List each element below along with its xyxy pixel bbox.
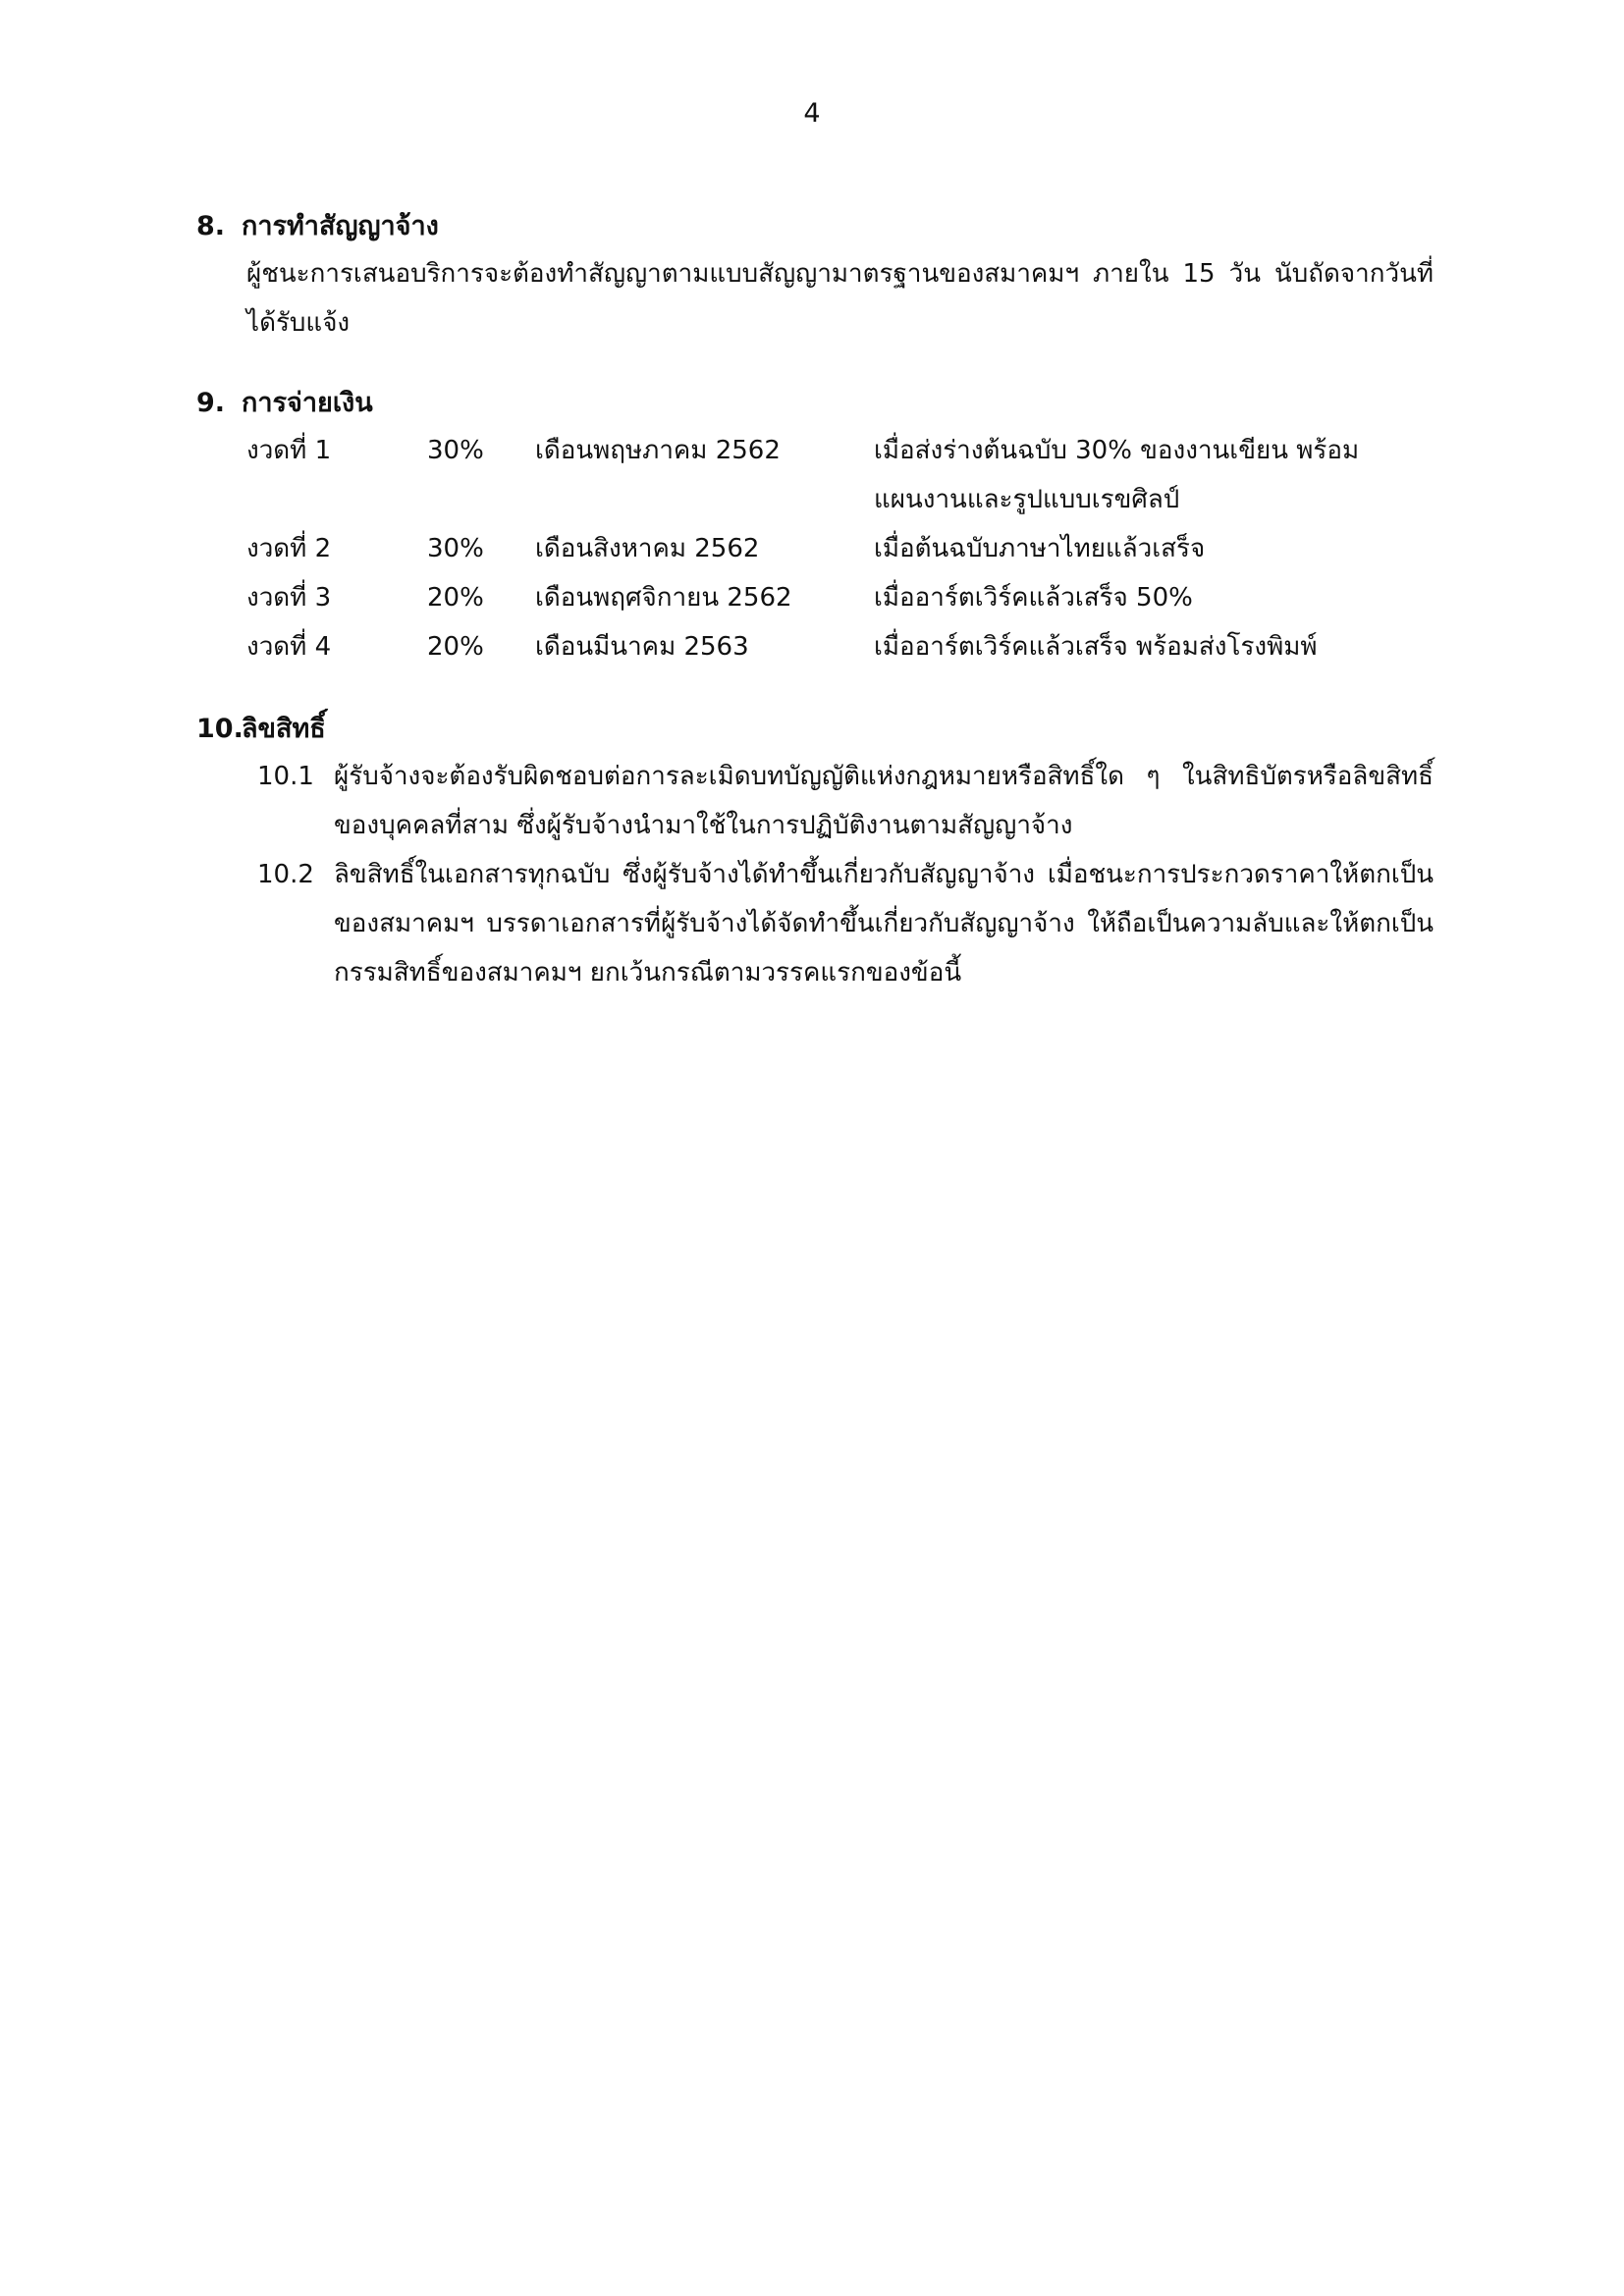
section-number: 10. <box>196 714 244 744</box>
section-title: การจ่ายเงิน <box>242 388 373 418</box>
description-line: เมื่อส่งร่างต้นฉบับ 30% ของงานเขียน พร้อม <box>874 436 1360 465</box>
section-title: การทำสัญญาจ้าง <box>242 211 439 241</box>
installment-description: เมื่ออาร์ตเวิร์คแล้วเสร็จ 50% <box>874 583 1193 613</box>
section-title: ลิขสิทธิ์ <box>242 714 326 744</box>
clause-number: 10.2 <box>257 860 314 889</box>
section-payment <box>196 381 1434 671</box>
installment-label: งวดที่ 3 <box>246 583 332 613</box>
installment-description <box>874 426 1424 524</box>
installment-percent: 30% <box>427 436 484 465</box>
description-line: แผนงานและรูปแบบเรขศิลป์ <box>874 485 1180 514</box>
payment-row <box>196 622 1434 671</box>
section-heading <box>196 381 1434 426</box>
installment-month: เดือนพฤษภาคม 2562 <box>535 436 781 465</box>
payment-row <box>196 524 1434 573</box>
installment-month: เดือนพฤศจิกายน 2562 <box>535 583 792 613</box>
clause <box>257 850 1434 997</box>
clause-number: 10.1 <box>257 762 314 791</box>
payment-row <box>196 426 1434 524</box>
installment-percent: 20% <box>427 632 484 662</box>
clause-text: ผู้รับจ้างจะต้องรับผิดชอบต่อการละเมิดบทบัญญัติแห่งกฎหมายหรือสิทธิ์ใด ๆ ในสิทธิบัตรหรือลิขสิทธิ์ของบุคคลที่สาม ซึ่งผู้รับจ้างนำมาใช้ในการปฏิบัติงานตามสัญญาจ้าง <box>334 762 1434 840</box>
installment-description: เมื่อต้นฉบับภาษาไทยแล้วเสร็จ <box>874 534 1206 563</box>
section-number: 9. <box>196 388 226 418</box>
installment-label: งวดที่ 2 <box>246 534 332 563</box>
section-contract <box>196 204 1434 347</box>
section-heading <box>196 204 1434 249</box>
installment-month: เดือนสิงหาคม 2562 <box>535 534 760 563</box>
payment-row <box>196 573 1434 622</box>
installment-label: งวดที่ 4 <box>246 632 332 662</box>
page-number: 4 <box>803 98 821 129</box>
clause-text: ลิขสิทธิ์ในเอกสารทุกฉบับ ซึ่งผู้รับจ้างได้ทำขึ้นเกี่ยวกับสัญญาจ้าง เมื่อชนะการประกวดราคาให้ตกเป็นของสมาคมฯ บรรดาเอกสารที่ผู้รับจ้างได้จัดทำขึ้นเกี่ยวกับสัญญาจ้าง ให้ถือเป็นความลับและให้ตกเป็นกรรมสิทธิ์ของสมาคมฯ ยกเว้นกรณีตามวรรคแรกของข้อนี้ <box>334 860 1434 988</box>
section-body: ผู้ชนะการเสนอบริการจะต้องทำสัญญาตามแบบสัญญามาตรฐานของสมาคมฯ ภายใน 15 วัน นับถัดจากวันที่ได้รับแจ้ง <box>246 259 1434 338</box>
section-number: 8. <box>196 211 226 241</box>
section-heading <box>196 707 1434 752</box>
installment-percent: 20% <box>427 583 484 613</box>
installment-label: งวดที่ 1 <box>246 436 332 465</box>
section-copyright <box>196 707 1434 997</box>
clause <box>257 752 1434 850</box>
installment-month: เดือนมีนาคม 2563 <box>535 632 749 662</box>
installment-description: เมื่ออาร์ตเวิร์คแล้วเสร็จ พร้อมส่งโรงพิมพ์ <box>874 632 1318 662</box>
installment-percent: 30% <box>427 534 484 563</box>
